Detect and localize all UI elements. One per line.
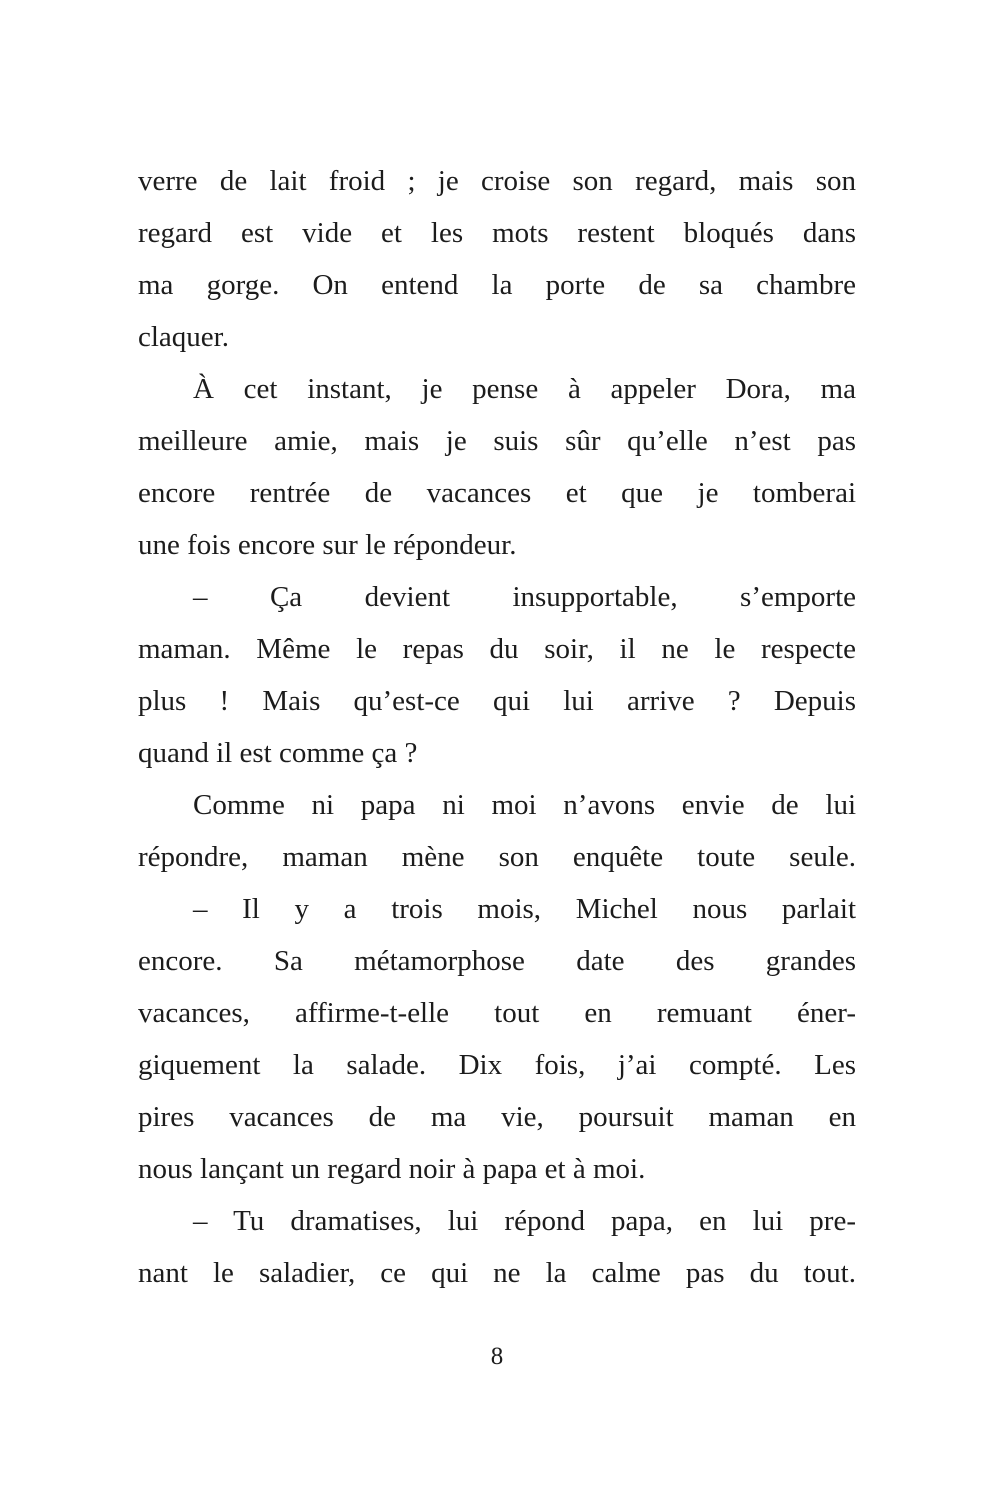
text-line: claquer. — [138, 321, 229, 353]
page-number: 8 — [490, 1343, 504, 1370]
text-line: regard est vide et les mots restent bloqués dans — [138, 217, 856, 249]
text-line: répondre, maman mène son enquête toute seule. — [138, 841, 856, 873]
text-line: ma gorge. On entend la porte de sa chambre — [138, 269, 856, 301]
text-line: – Tu dramatises, lui répond papa, en lui pre- — [193, 1205, 856, 1237]
text-line: maman. Même le repas du soir, il ne le respecte — [138, 633, 856, 665]
text-line: À cet instant, je pense à appeler Dora, ma — [193, 373, 856, 405]
text-line: nant le saladier, ce qui ne la calme pas du tout. — [138, 1257, 856, 1289]
page-text — [138, 155, 856, 1299]
text-line: encore. Sa métamorphose date des grandes — [138, 945, 856, 977]
text-line: quand il est comme ça ? — [138, 737, 418, 769]
text-line: verre de lait froid ; je croise son regard, mais son — [138, 165, 856, 197]
text-line: une fois encore sur le répondeur. — [138, 529, 517, 561]
text-line: plus ! Mais qu’est-ce qui lui arrive ? Depuis — [138, 685, 856, 717]
text-line: meilleure amie, mais je suis sûr qu’elle n’est pas — [138, 425, 856, 457]
text-line: giquement la salade. Dix fois, j’ai compté. Les — [138, 1049, 856, 1081]
text-line: nous lançant un regard noir à papa et à moi. — [138, 1153, 646, 1185]
text-line: pires vacances de ma vie, poursuit maman en — [138, 1101, 856, 1133]
text-line: Comme ni papa ni moi n’avons envie de lui — [193, 789, 856, 821]
text-line: vacances, affirme-t-elle tout en remuant éner- — [138, 997, 856, 1029]
text-line: – Il y a trois mois, Michel nous parlait — [193, 893, 856, 925]
text-line: – Ça devient insupportable, s’emporte — [193, 581, 856, 613]
text-line: encore rentrée de vacances et que je tomberai — [138, 477, 856, 509]
